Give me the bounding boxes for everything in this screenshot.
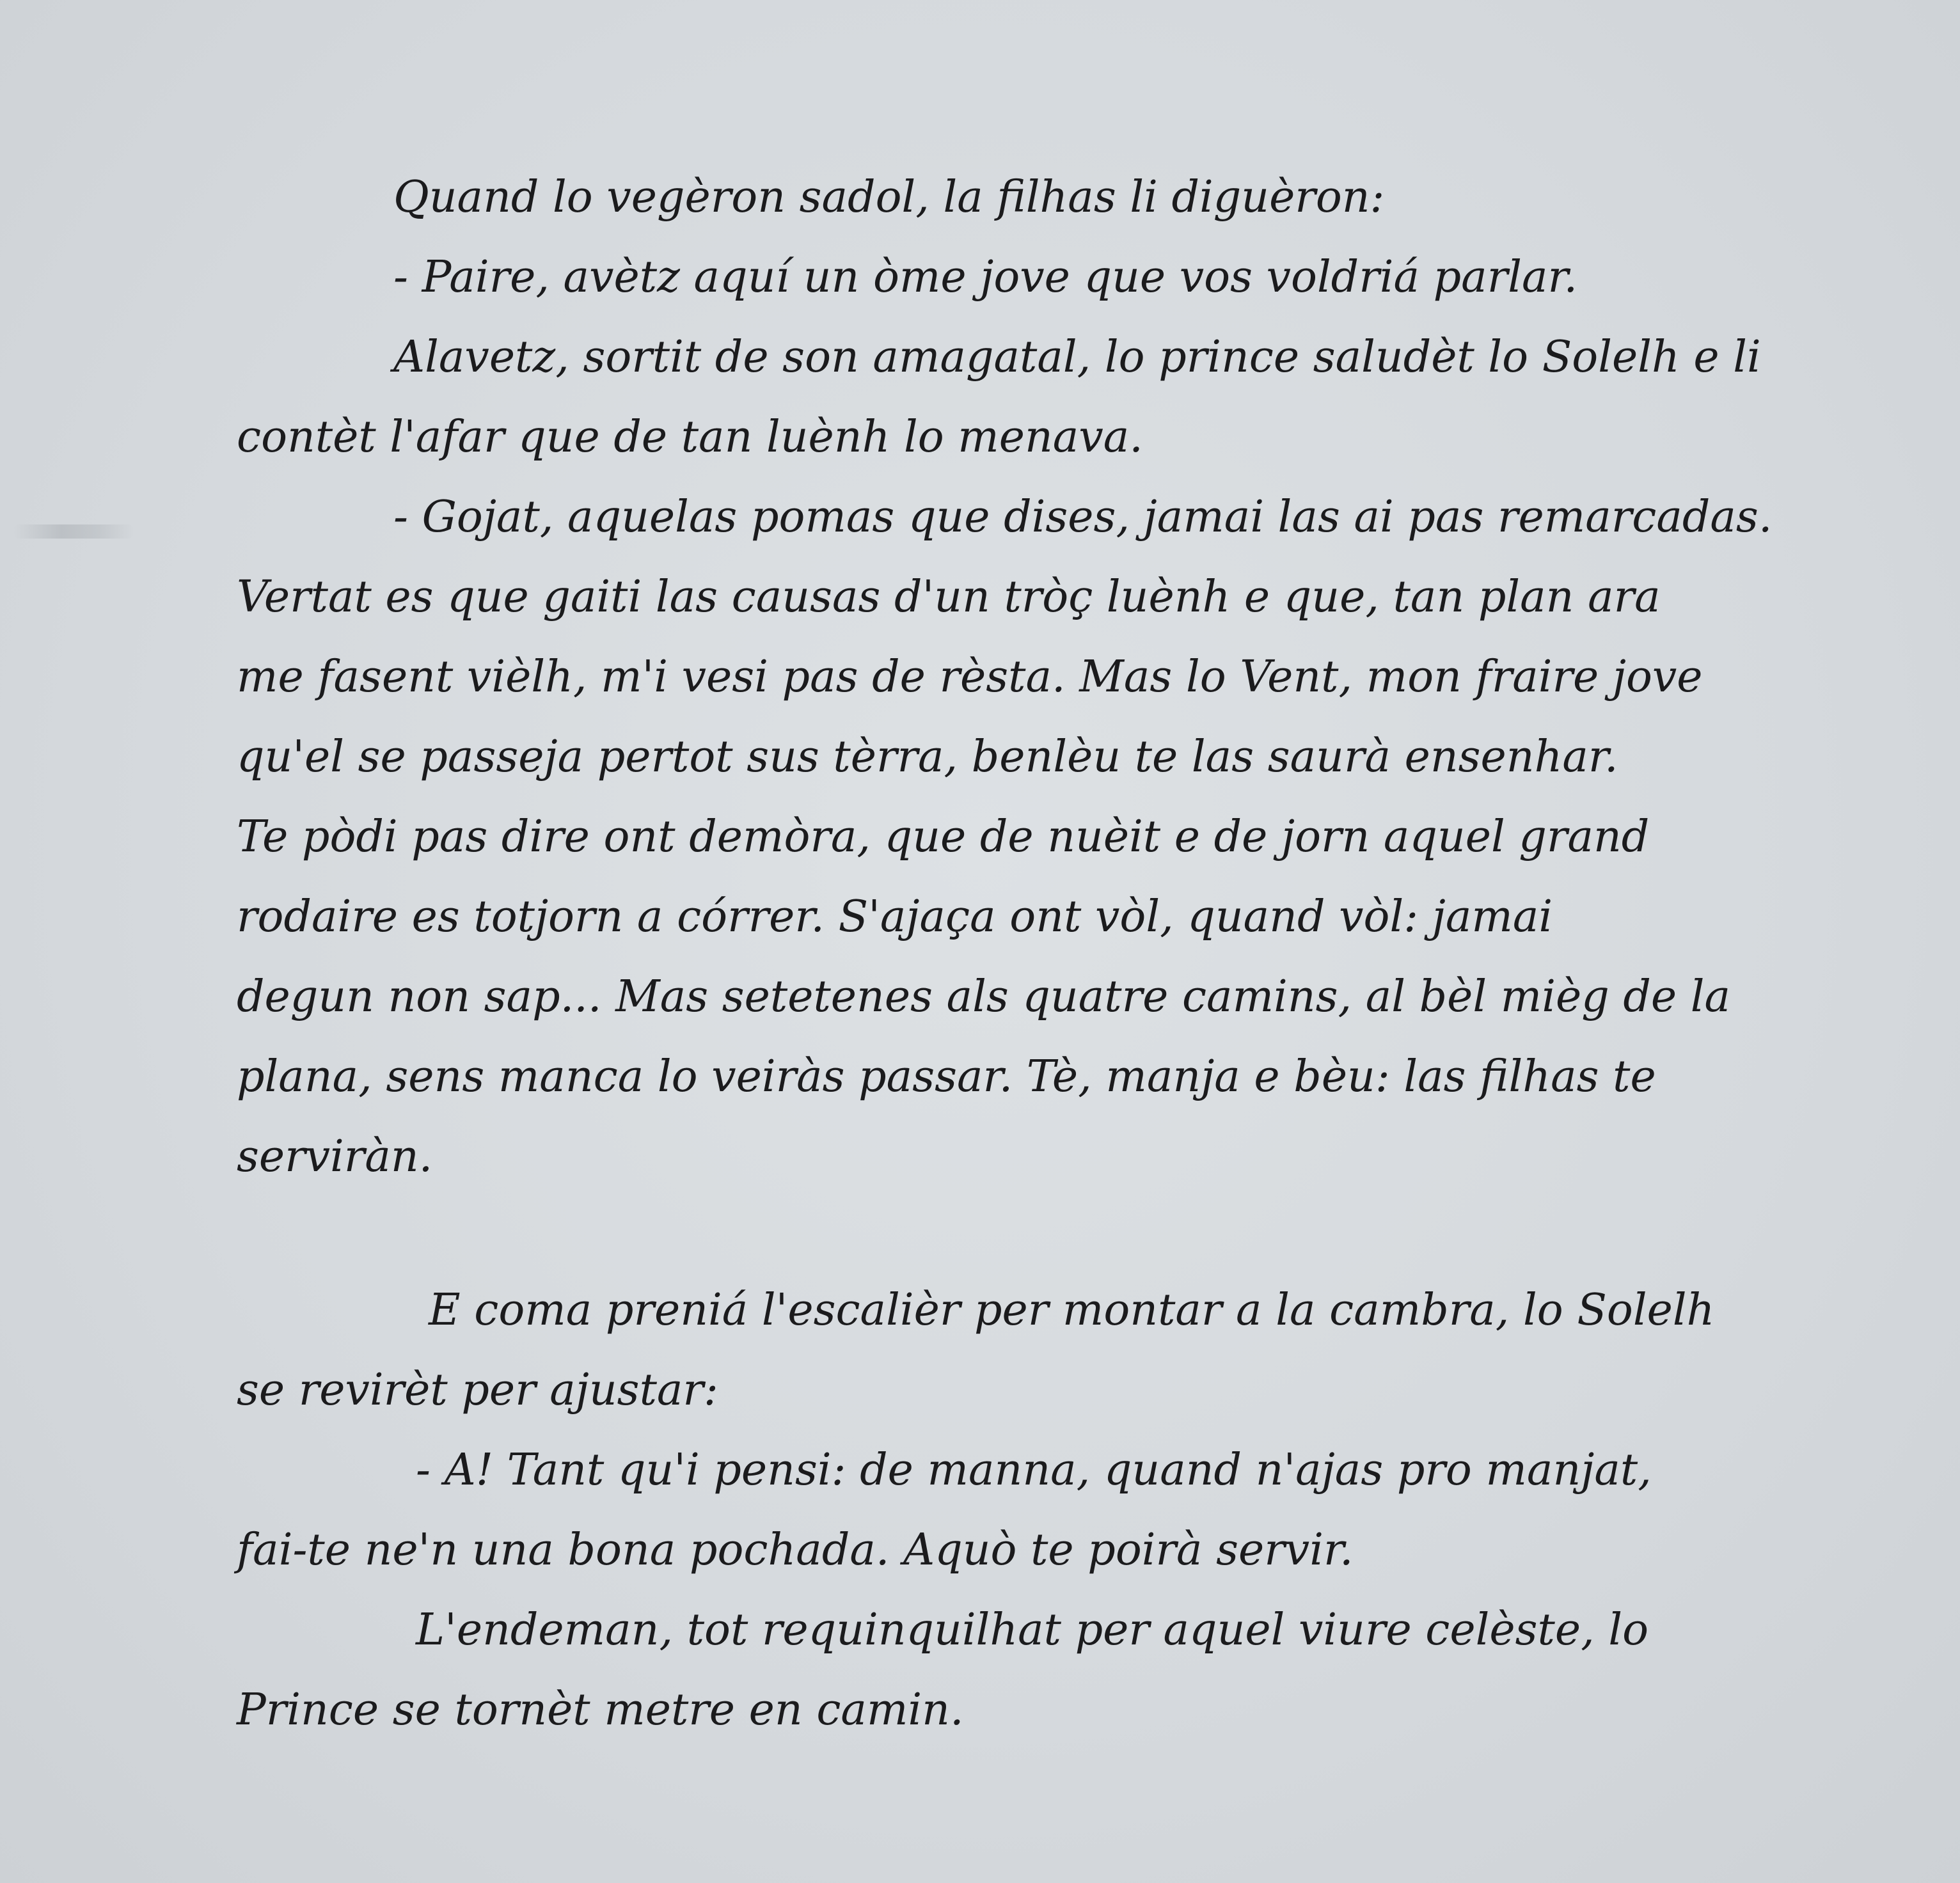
text-line: degun non sap... Mas setetenes als quatre camins, al bèl mièg de la [237, 972, 1731, 1022]
text-line: Prince se tornèt metre en camin. [237, 1685, 964, 1735]
text-line: serviràn. [237, 1131, 433, 1182]
text-line: fai-te ne'n una bona pochada. Aquò te poirà servir. [237, 1525, 1354, 1575]
paper-smudge [13, 524, 134, 539]
text-line: Te pòdi pas dire ont demòra, que de nuèit e de jorn aquel grand [237, 812, 1650, 862]
text-line: Alavetz, sortit de son amagatal, lo prince saludèt lo Solelh e li [393, 332, 1761, 382]
text-line: Quand lo vegèron sadol, la filhas li diguèron: [393, 172, 1385, 223]
text-line: me fasent vièlh, m'i vesi pas de rèsta. Mas lo Vent, mon fraire jove [237, 652, 1703, 702]
text-line: qu'el se passeja pertot sus tèrra, benlèu te las saurà ensenhar. [237, 732, 1618, 782]
text-line: plana, sens manca lo veiràs passar. Tè, manja e bèu: las filhas te [237, 1052, 1656, 1102]
text-line: rodaire es totjorn a córrer. S'ajaça ont vòl, quand vòl: jamai [237, 892, 1553, 942]
text-line: se revirèt per ajustar: [237, 1365, 718, 1415]
text-line: - Paire, avètz aquí un òme jove que vos voldriá parlar. [393, 252, 1578, 303]
text-line: contèt l'afar que de tan luènh lo menava. [237, 412, 1143, 462]
text-line: - A! Tant qu'i pensi: de manna, quand n'ajas pro manjat, [416, 1445, 1652, 1495]
text-line: E coma preniá l'escalièr per montar a la cambra, lo Solelh [429, 1285, 1715, 1335]
text-line: L'endeman, tot requinquilhat per aquel viure celèste, lo [416, 1605, 1649, 1655]
text-line: - Gojat, aquelas pomas que dises, jamai las ai pas remarcadas. [393, 492, 1773, 542]
text-line: Vertat es que gaiti las causas d'un tròç luènh e que, tan plan ara [237, 572, 1661, 622]
